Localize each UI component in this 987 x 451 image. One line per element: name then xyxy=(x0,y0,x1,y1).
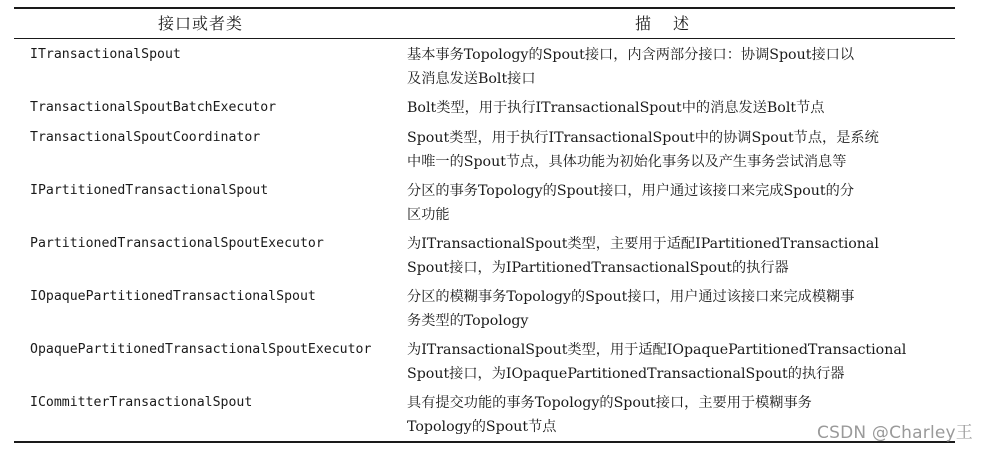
description-line: 为ITransactionalSpout类型，用于适配IOpaquePartitionedTransactional xyxy=(407,342,907,358)
description-line: Spout接口，为IPartitionedTransactionalSpout的执行器 xyxy=(407,260,789,276)
interface-name: IOpaquePartitionedTransactionalSpout xyxy=(30,289,316,304)
description-line: 分区的事务Topology的Spout接口，用户通过该接口来完成Spout的分 xyxy=(407,183,855,199)
interface-name: ITransactionalSpout xyxy=(30,47,181,62)
description-line: 中唯一的Spout节点，具体功能为初始化事务以及产生事务尝试消息等 xyxy=(407,154,847,170)
interface-description xyxy=(407,96,952,120)
description-line: Spout接口，为IOpaquePartitionedTransactionalSpout的执行器 xyxy=(407,366,845,382)
column-header-interface: 接口或者类 xyxy=(158,14,244,33)
interface-name: IPartitionedTransactionalSpout xyxy=(30,183,269,198)
description-line: 分区的模糊事务Topology的Spout接口，用户通过该接口来完成模糊事 xyxy=(407,289,855,305)
interface-description xyxy=(407,179,952,227)
table-top-rule xyxy=(14,7,955,9)
column-header-description: 描述 xyxy=(635,14,712,33)
description-line: 为ITransactionalSpout类型，主要用于适配IPartitionedTransactional xyxy=(407,236,879,252)
interface-description xyxy=(407,43,952,91)
description-line: Spout类型，用于执行ITransactionalSpout中的协调Spout节点，是系统 xyxy=(407,130,879,146)
table-header-rule xyxy=(14,38,955,39)
description-line: 及消息发送Bolt接口 xyxy=(407,71,536,87)
interface-description xyxy=(407,285,952,333)
interface-description xyxy=(407,126,952,174)
interface-description xyxy=(407,232,952,280)
interface-description xyxy=(407,338,952,386)
interface-name: TransactionalSpoutCoordinator xyxy=(30,130,261,145)
table-bottom-rule xyxy=(14,441,955,443)
description-line: 基本事务Topology的Spout接口，内含两部分接口：协调Spout接口以 xyxy=(407,47,855,63)
description-line: 务类型的Topology xyxy=(407,313,529,329)
watermark: CSDN @Charley王 xyxy=(817,423,973,443)
interface-name: PartitionedTransactionalSpoutExecutor xyxy=(30,236,324,251)
interface-name: ICommitterTransactionalSpout xyxy=(30,395,253,410)
interface-name: OpaquePartitionedTransactionalSpoutExecutor xyxy=(30,342,372,357)
interface-name: TransactionalSpoutBatchExecutor xyxy=(30,100,277,115)
description-line: Topology的Spout节点 xyxy=(407,419,557,435)
description-line: 具有提交功能的事务Topology的Spout接口，主要用于模糊事务 xyxy=(407,395,812,411)
description-line: 区功能 xyxy=(407,207,450,223)
description-line: Bolt类型，用于执行ITransactionalSpout中的消息发送Bolt节点 xyxy=(407,100,825,116)
